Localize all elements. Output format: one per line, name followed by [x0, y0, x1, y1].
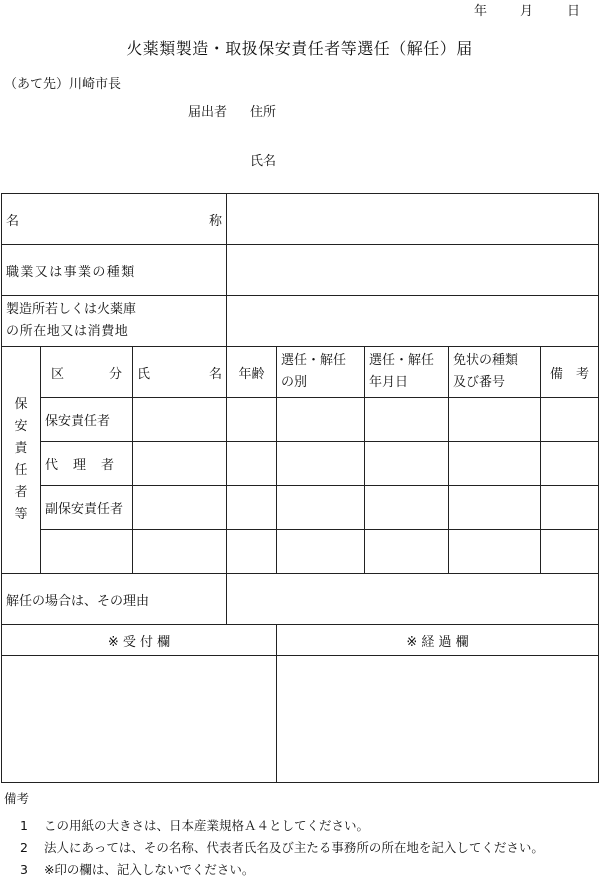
date-line — [0, 0, 599, 19]
personnel-cell[interactable] — [449, 398, 541, 442]
note-text: 法人にあっては、その名称、代表者氏名及び主たる事務所の所在地を記入してください。 — [43, 840, 544, 855]
note-item — [20, 838, 544, 856]
personnel-row — [2, 486, 599, 530]
note-text: ※印の欄は、記入しないでください。 — [43, 862, 255, 877]
personnel-cell[interactable] — [449, 486, 541, 530]
note-item — [20, 860, 254, 878]
col-type-line2: の別 — [281, 375, 308, 390]
personnel-cell[interactable] — [227, 398, 277, 442]
personnel-char: 安 — [14, 419, 28, 434]
personnel-char: 保 — [14, 397, 28, 412]
applicant-label: 届出者 — [188, 105, 228, 120]
location-label-line2: の所在地又は消費地 — [6, 324, 129, 339]
name-label-right: 称 — [209, 213, 223, 229]
col-license-header — [449, 347, 541, 398]
category-left: 区 — [51, 366, 65, 382]
col-type-header — [277, 347, 365, 398]
notification-form-table — [1, 193, 599, 783]
personnel-cell[interactable] — [277, 398, 365, 442]
business-type-field[interactable] — [227, 245, 599, 296]
personnel-cell[interactable] — [449, 442, 541, 486]
location-label — [2, 296, 227, 347]
personnel-row-label: 副保安責任者 — [41, 486, 133, 530]
personnel-char: 責 — [14, 441, 28, 456]
location-label-line1: 製造所若しくは火薬庫 — [6, 302, 137, 317]
note-item — [20, 816, 369, 834]
location-row — [2, 296, 599, 347]
personnel-char: 者 — [14, 485, 28, 500]
location-field[interactable] — [227, 296, 599, 347]
personnel-cell[interactable] — [227, 530, 277, 574]
personnel-row — [2, 398, 599, 442]
col-name-left: 氏 — [137, 366, 151, 382]
reception-header: ※ 受 付 欄 — [2, 625, 277, 656]
note-number: 2 — [20, 840, 28, 855]
col-license-line1: 免状の種類 — [453, 353, 519, 368]
date-day: 日 — [567, 4, 581, 19]
note-text: この用紙の大きさは、日本産業規格Ａ４としてください。 — [43, 818, 369, 833]
note-number: 3 — [20, 862, 28, 877]
personnel-cell[interactable] — [365, 398, 449, 442]
col-age-header: 年齢 — [227, 347, 277, 398]
col-date-line1: 選任・解任 — [369, 353, 435, 368]
office-use-row — [2, 656, 599, 783]
personnel-row-label: 保安責任者 — [41, 398, 133, 442]
business-type-row — [2, 245, 599, 296]
document-title: 火薬類製造・取扱保安責任者等選任（解任）届 — [126, 39, 473, 58]
name-row-label — [2, 194, 227, 245]
personnel-section-label — [2, 347, 41, 574]
name-label: 氏名 — [250, 154, 277, 169]
col-category-header — [41, 347, 133, 398]
business-type-label: 職業又は事業の種類 — [2, 245, 227, 296]
personnel-cell[interactable] — [277, 486, 365, 530]
personnel-header-row — [2, 347, 599, 398]
personnel-cell[interactable] — [541, 530, 599, 574]
personnel-cell[interactable] — [133, 486, 227, 530]
personnel-cell[interactable] — [541, 442, 599, 486]
personnel-cell[interactable] — [449, 530, 541, 574]
name-field[interactable] — [227, 194, 599, 245]
dismissal-reason-row — [2, 574, 599, 625]
personnel-cell[interactable] — [133, 530, 227, 574]
personnel-cell[interactable] — [541, 486, 599, 530]
note-number: 1 — [20, 818, 28, 833]
col-name-header — [133, 347, 227, 398]
personnel-cell[interactable] — [133, 398, 227, 442]
personnel-cell[interactable] — [277, 442, 365, 486]
col-type-line1: 選任・解任 — [281, 353, 347, 368]
personnel-cell[interactable] — [365, 442, 449, 486]
personnel-cell[interactable] — [133, 442, 227, 486]
personnel-row — [2, 530, 599, 574]
date-month: 月 — [520, 4, 534, 19]
personnel-char: 等 — [14, 507, 28, 522]
col-license-line2: 及び番号 — [453, 375, 506, 390]
personnel-row-label[interactable] — [41, 530, 133, 574]
date-year: 年 — [474, 4, 488, 19]
category-right: 分 — [108, 366, 122, 382]
address-label: 住所 — [250, 105, 277, 120]
name-row — [2, 194, 599, 245]
dismissal-reason-field[interactable] — [227, 574, 599, 625]
reception-field — [2, 656, 277, 783]
name-label-left: 名 — [6, 213, 20, 229]
addressee: （あて先）川崎市長 — [4, 77, 122, 92]
personnel-char: 任 — [14, 463, 28, 478]
personnel-cell[interactable] — [227, 486, 277, 530]
personnel-row-label: 代 理 者 — [41, 442, 133, 486]
personnel-cell[interactable] — [227, 442, 277, 486]
col-date-header — [365, 347, 449, 398]
col-remarks-header: 備 考 — [541, 347, 599, 398]
personnel-cell[interactable] — [277, 530, 365, 574]
personnel-cell[interactable] — [365, 530, 449, 574]
personnel-cell[interactable] — [541, 398, 599, 442]
progress-field — [277, 656, 599, 783]
personnel-cell[interactable] — [365, 486, 449, 530]
personnel-row — [2, 442, 599, 486]
progress-header: ※ 経 過 欄 — [277, 625, 599, 656]
dismissal-reason-label: 解任の場合は、その理由 — [2, 574, 227, 625]
col-name-right: 名 — [209, 366, 223, 382]
notes-heading: 備考 — [4, 791, 30, 806]
office-use-header-row — [2, 625, 599, 656]
col-date-line2: 年月日 — [369, 375, 409, 390]
